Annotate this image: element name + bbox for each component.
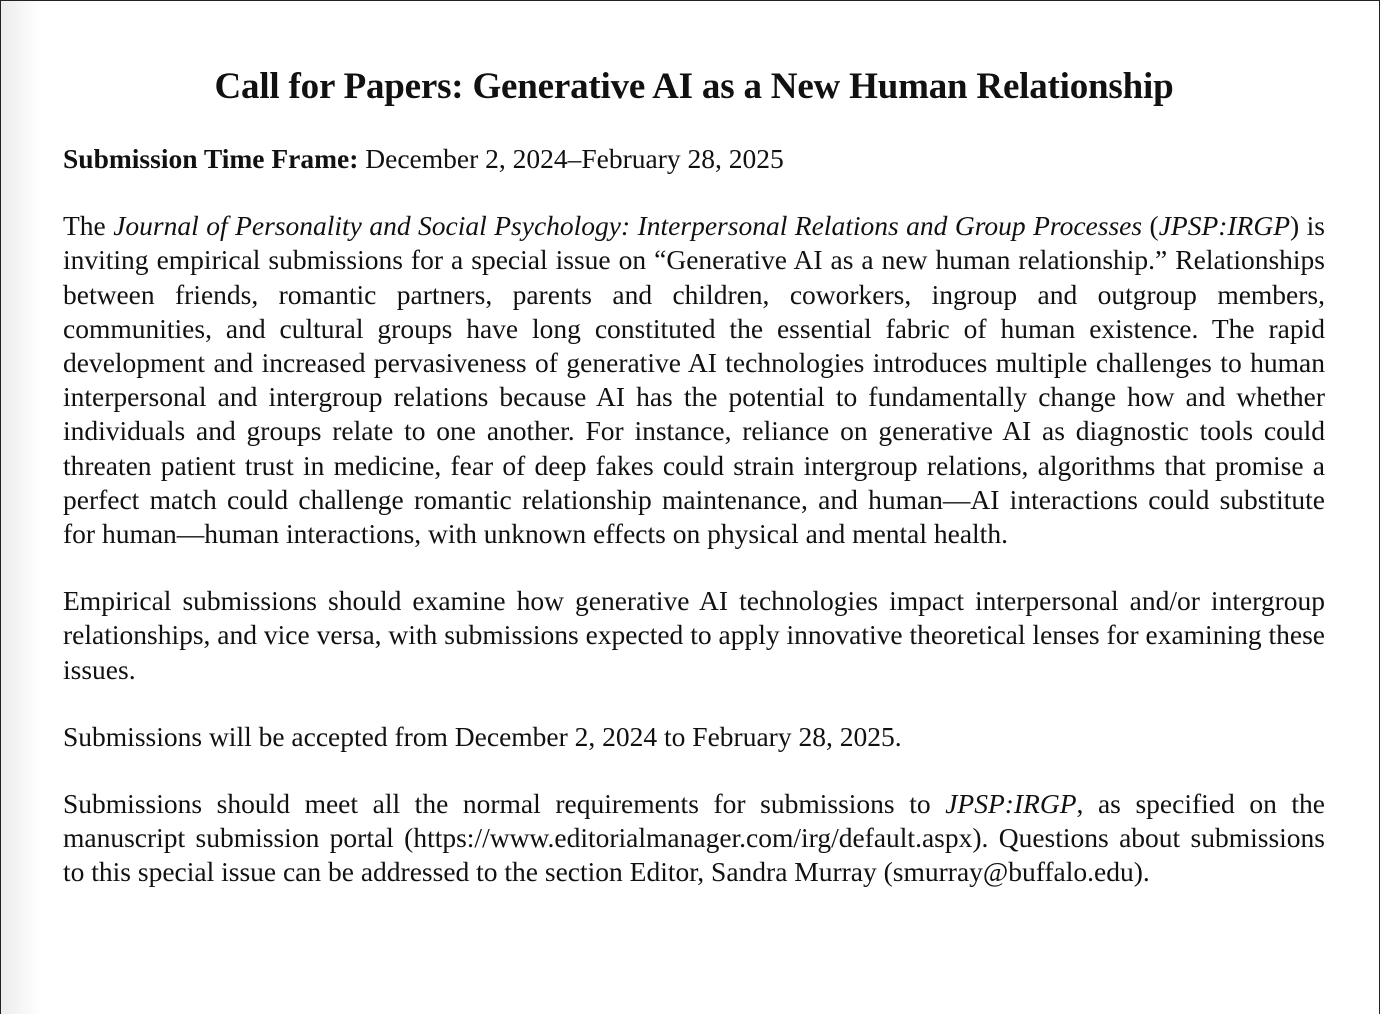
requirements-post: ). Questions about submissions to this special issue can be addressed to the section Editor, Sandra Murray ( bbox=[63, 822, 1325, 888]
requirements-pre: Submissions should meet all the normal requirements for submissions to bbox=[63, 788, 946, 820]
intro-open-paren: ( bbox=[1142, 210, 1159, 242]
requirements-journal-abbrev: JPSP:IRGP bbox=[945, 788, 1077, 820]
journal-name: Journal of Personality and Social Psychology: Interpersonal Relations and Group Processes bbox=[113, 210, 1143, 242]
requirements-paragraph bbox=[63, 787, 1325, 890]
intro-body: ) is inviting empirical submissions for a special issue on “Generative AI as a new human relationship.” Relationships between friends, romantic partners, parents and children, coworkers, ingroup and outgroup members, communities, and cultural groups have long constituted the essential fabric of human existence. The rapid development and increased pervasiveness of generative AI technologies introduces multiple challenges to human interpersonal and intergroup relations because AI has the potential to fundamentally change how and whether individuals and groups relate to one another. For instance, reliance on generative AI as diagnostic tools could threaten patient trust in medicine, fear of deep fakes could strain intergroup relations, algorithms that promise a perfect match could challenge romantic relationship maintenance, and human—AI interactions could substitute for human—human interactions, with unknown effects on physical and mental health. bbox=[63, 210, 1325, 550]
journal-abbrev: JPSP:IRGP bbox=[1158, 210, 1291, 242]
scope-paragraph: Empirical submissions should examine how generative AI technologies impact interpersonal and/or intergroup relationships, and vice versa, with submissions expected to apply innovative theoretical lenses for examining these issues. bbox=[63, 585, 1325, 685]
page-title: Call for Papers: Generative AI as a New Human Relationship bbox=[214, 66, 1174, 107]
intro-paragraph bbox=[63, 209, 1325, 551]
timeframe-value: December 2, 2024–February 28, 2025 bbox=[358, 143, 784, 174]
requirements-mid: , as specified on the manuscript submission portal ( bbox=[63, 788, 1325, 854]
requirements-end: ). bbox=[1133, 856, 1150, 888]
portal-url: https://www.editorialmanager.com/irg/default.aspx bbox=[413, 822, 973, 854]
document-content bbox=[63, 65, 1325, 923]
submission-timeframe bbox=[63, 142, 1325, 176]
dates-paragraph: Submissions will be accepted from December 2, 2024 to February 28, 2025. bbox=[63, 720, 902, 752]
timeframe-label: Submission Time Frame: bbox=[63, 143, 359, 174]
editor-email: smurray@buffalo.edu bbox=[892, 856, 1134, 888]
intro-pre: The bbox=[63, 210, 114, 242]
